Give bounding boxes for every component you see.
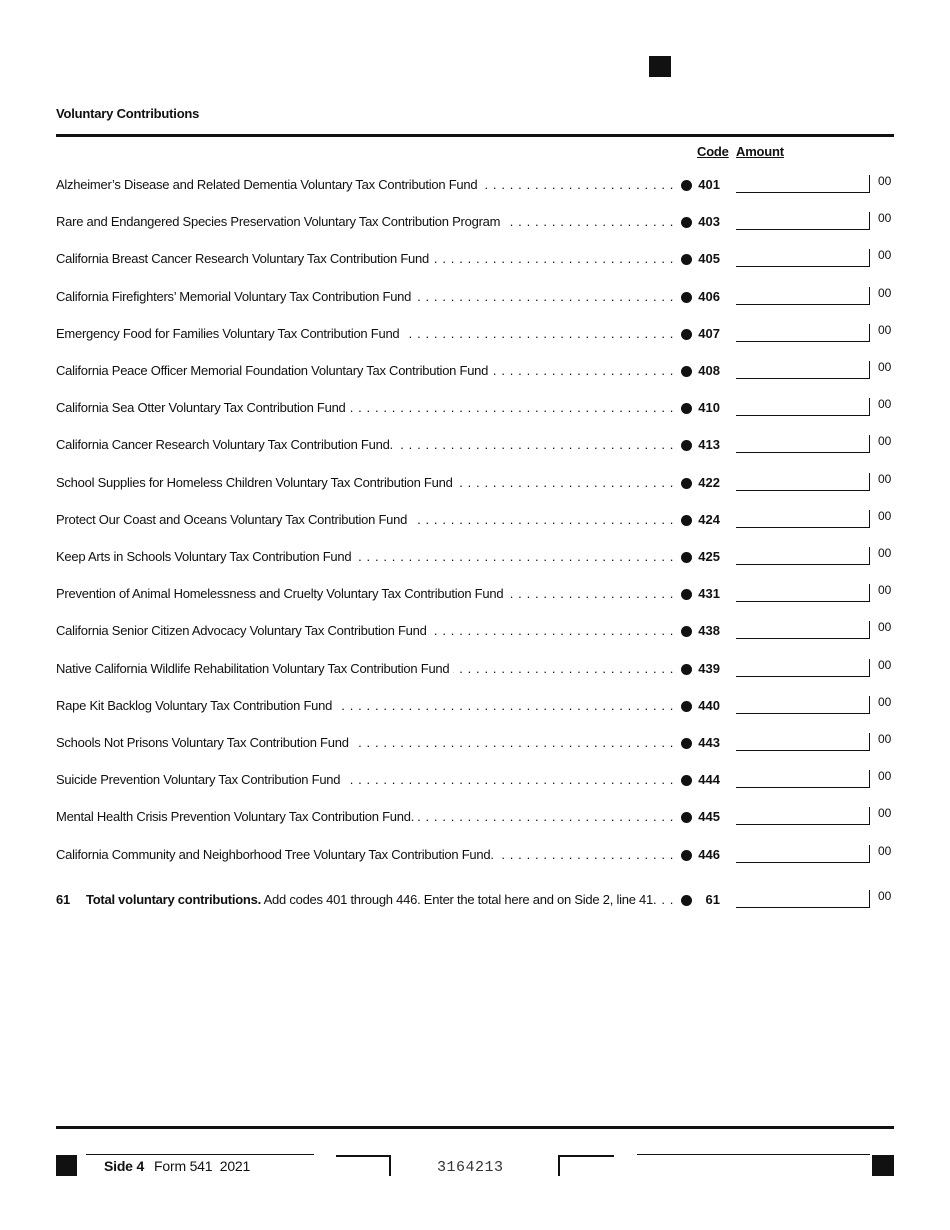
amount-field[interactable] <box>736 638 869 639</box>
cents-value: 00 <box>878 732 892 746</box>
cents-value: 00 <box>878 620 892 634</box>
fund-code: 401 <box>698 177 720 192</box>
fund-code: 413 <box>698 437 720 452</box>
cents-divider <box>869 212 870 230</box>
total-code: 61 <box>705 892 720 907</box>
cents-value: 00 <box>878 658 892 672</box>
cents-value: 00 <box>878 472 892 486</box>
amount-field[interactable] <box>736 601 869 602</box>
bullet-icon <box>681 812 692 823</box>
bullet-icon <box>681 515 692 526</box>
fund-code: 424 <box>698 512 720 527</box>
amount-field[interactable] <box>736 266 869 267</box>
fund-code: 406 <box>698 289 720 304</box>
fund-label: California Senior Citizen Advocacy Voluntary Tax Contribution Fund . . . <box>56 623 674 639</box>
fund-label: California Community and Neighborhood Tree Voluntary Tax Contribution Fund. . . . <box>56 847 674 863</box>
section-title: Voluntary Contributions <box>56 106 200 121</box>
total-label <box>56 892 674 908</box>
fund-code: 422 <box>698 475 720 490</box>
form-name: Form 541 2021 <box>154 1158 251 1174</box>
bullet-icon <box>681 552 692 563</box>
bullet-icon <box>681 664 692 675</box>
bullet-icon <box>681 895 692 906</box>
cents-divider <box>869 435 870 453</box>
bullet-icon <box>681 217 692 228</box>
fund-label: Protect Our Coast and Oceans Voluntary Tax Contribution Fund . . . <box>56 512 674 528</box>
code-column-header: Code <box>697 144 729 159</box>
cents-divider <box>869 733 870 751</box>
amount-field[interactable] <box>736 192 869 193</box>
fund-label: Emergency Food for Families Voluntary Tax Contribution Fund . . . <box>56 326 674 342</box>
bullet-icon <box>681 701 692 712</box>
contribution-row-405 <box>56 248 894 271</box>
fund-code: 408 <box>698 363 720 378</box>
fund-code: 410 <box>698 400 720 415</box>
contribution-row-424 <box>56 509 894 532</box>
fund-label: Prevention of Animal Homelessness and Cruelty Voluntary Tax Contribution Fund . . . <box>56 586 674 602</box>
contribution-row-422 <box>56 472 894 495</box>
total-cents: 00 <box>878 889 892 903</box>
cents-value: 00 <box>878 397 892 411</box>
fund-label: Keep Arts in Schools Voluntary Tax Contribution Fund . . . <box>56 549 674 565</box>
fund-label: Rare and Endangered Species Preservation Voluntary Tax Contribution Program . . . <box>56 214 674 230</box>
cents-divider <box>869 547 870 565</box>
cents-divider <box>869 398 870 416</box>
fund-code: 443 <box>698 735 720 750</box>
bullet-icon <box>681 738 692 749</box>
contribution-row-445 <box>56 806 894 829</box>
amount-field[interactable] <box>736 527 869 528</box>
bullet-icon <box>681 478 692 489</box>
amount-field[interactable] <box>736 229 869 230</box>
amount-field[interactable] <box>736 824 869 825</box>
contribution-row-425 <box>56 546 894 569</box>
cents-divider <box>869 890 870 908</box>
cents-value: 00 <box>878 695 892 709</box>
amount-field[interactable] <box>736 787 869 788</box>
bullet-icon <box>681 403 692 414</box>
cents-value: 00 <box>878 286 892 300</box>
contribution-row-406 <box>56 286 894 309</box>
fund-code: 446 <box>698 847 720 862</box>
footer-rule <box>56 1126 894 1129</box>
fund-label: Mental Health Crisis Prevention Voluntary Tax Contribution Fund. . . . <box>56 809 674 825</box>
amount-field[interactable] <box>736 490 869 491</box>
cents-divider <box>869 845 870 863</box>
fund-label: Suicide Prevention Voluntary Tax Contribution Fund . . . <box>56 772 674 788</box>
contribution-row-407 <box>56 323 894 346</box>
amount-field[interactable] <box>736 304 869 305</box>
amount-column-header: Amount <box>736 144 784 159</box>
registration-mark-bottom-left <box>56 1155 77 1176</box>
cents-value: 00 <box>878 546 892 560</box>
bullet-icon <box>681 850 692 861</box>
title-rule <box>56 134 894 137</box>
contribution-row-439 <box>56 658 894 681</box>
contribution-row-403 <box>56 211 894 234</box>
total-line-number: 61 <box>56 892 70 907</box>
cents-divider <box>869 807 870 825</box>
cents-divider <box>869 510 870 528</box>
cents-divider <box>869 473 870 491</box>
bullet-icon <box>681 440 692 451</box>
bullet-icon <box>681 775 692 786</box>
cents-divider <box>869 584 870 602</box>
amount-field[interactable] <box>736 415 869 416</box>
amount-field[interactable] <box>736 564 869 565</box>
cents-value: 00 <box>878 323 892 337</box>
fund-code: 445 <box>698 809 720 824</box>
corner-mark-right <box>558 1155 614 1176</box>
cents-value: 00 <box>878 248 892 262</box>
fund-label: Schools Not Prisons Voluntary Tax Contribution Fund . . . <box>56 735 674 751</box>
cents-divider <box>869 249 870 267</box>
fund-label: California Breast Cancer Research Voluntary Tax Contribution Fund . . . <box>56 251 674 267</box>
contribution-row-443 <box>56 732 894 755</box>
amount-field[interactable] <box>736 452 869 453</box>
amount-field[interactable] <box>736 676 869 677</box>
bullet-icon <box>681 292 692 303</box>
fund-label: Rape Kit Backlog Voluntary Tax Contribution Fund . . . <box>56 698 674 714</box>
total-instruction: Add codes 401 through 446. Enter the total here and on Side 2, line 41. <box>260 892 657 907</box>
fund-label: California Sea Otter Voluntary Tax Contribution Fund . . . <box>56 400 674 416</box>
contribution-row-444 <box>56 769 894 792</box>
fund-code: 405 <box>698 251 720 266</box>
cents-divider <box>869 361 870 379</box>
registration-mark-bottom-right <box>872 1155 894 1176</box>
fund-code: 438 <box>698 623 720 638</box>
total-amount-field[interactable] <box>736 907 869 908</box>
cents-value: 00 <box>878 509 892 523</box>
amount-field[interactable] <box>736 750 869 751</box>
footer-line-right <box>637 1154 870 1155</box>
contribution-row-413 <box>56 434 894 457</box>
bullet-icon <box>681 366 692 377</box>
fund-code: 431 <box>698 586 720 601</box>
fund-label: California Cancer Research Voluntary Tax Contribution Fund. . . . <box>56 437 674 453</box>
cents-value: 00 <box>878 211 892 225</box>
fund-label: School Supplies for Homeless Children Voluntary Tax Contribution Fund . . . <box>56 475 674 491</box>
cents-divider <box>869 770 870 788</box>
contribution-row-438 <box>56 620 894 643</box>
amount-field[interactable] <box>736 341 869 342</box>
cents-value: 00 <box>878 844 892 858</box>
bullet-icon <box>681 329 692 340</box>
form-barcode-number: 3164213 <box>437 1159 504 1176</box>
fund-code: 444 <box>698 772 720 787</box>
contribution-row-408 <box>56 360 894 383</box>
cents-divider <box>869 287 870 305</box>
footer-form-id <box>104 1158 250 1174</box>
total-bold-label: Total voluntary contributions. <box>85 892 261 907</box>
fund-label: Alzheimer’s Disease and Related Dementia Voluntary Tax Contribution Fund . . . <box>56 177 674 193</box>
cents-value: 00 <box>878 806 892 820</box>
corner-mark-left <box>336 1155 391 1176</box>
bullet-icon <box>681 254 692 265</box>
fund-code: 425 <box>698 549 720 564</box>
cents-value: 00 <box>878 769 892 783</box>
fund-code: 407 <box>698 326 720 341</box>
contribution-row-401 <box>56 174 894 197</box>
contribution-row-446 <box>56 844 894 867</box>
cents-value: 00 <box>878 174 892 188</box>
contribution-row-431 <box>56 583 894 606</box>
fund-label: Native California Wildlife Rehabilitation Voluntary Tax Contribution Fund . . . <box>56 661 674 677</box>
fund-code: 440 <box>698 698 720 713</box>
registration-mark-top <box>649 56 671 77</box>
cents-divider <box>869 696 870 714</box>
fund-label: California Firefighters’ Memorial Voluntary Tax Contribution Fund . . . <box>56 289 674 305</box>
amount-field[interactable] <box>736 378 869 379</box>
cents-divider <box>869 621 870 639</box>
cents-divider <box>869 324 870 342</box>
cents-value: 00 <box>878 360 892 374</box>
cents-value: 00 <box>878 583 892 597</box>
bullet-icon <box>681 589 692 600</box>
fund-label: California Peace Officer Memorial Foundation Voluntary Tax Contribution Fund . . . <box>56 363 674 379</box>
fund-code: 403 <box>698 214 720 229</box>
fund-code: 439 <box>698 661 720 676</box>
side-number: Side 4 <box>104 1158 145 1174</box>
footer-line-left <box>86 1154 314 1155</box>
cents-value: 00 <box>878 434 892 448</box>
contribution-row-440 <box>56 695 894 718</box>
amount-field[interactable] <box>736 862 869 863</box>
contribution-row-410 <box>56 397 894 420</box>
total-row <box>56 889 894 912</box>
bullet-icon <box>681 626 692 637</box>
cents-divider <box>869 659 870 677</box>
amount-field[interactable] <box>736 713 869 714</box>
bullet-icon <box>681 180 692 191</box>
cents-divider <box>869 175 870 193</box>
